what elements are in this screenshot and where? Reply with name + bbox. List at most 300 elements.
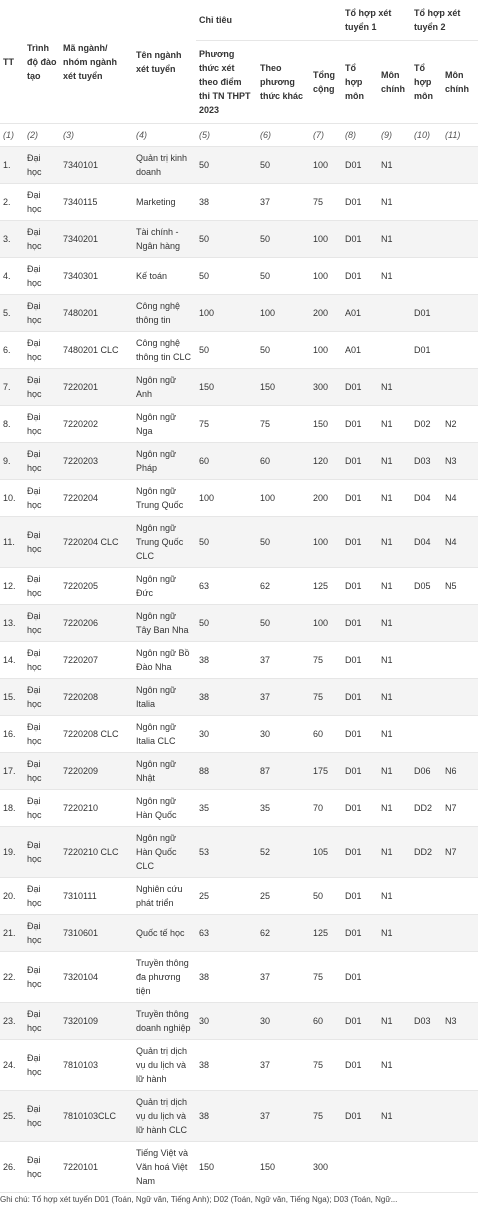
cell-tt: 26.: [0, 1142, 24, 1193]
table-row: [0, 642, 478, 679]
cell-khac: 60: [257, 443, 310, 480]
cell-to-hop-1: D01: [342, 1091, 378, 1142]
cell-trinh-do: Đại học: [24, 753, 60, 790]
cell-khac: 25: [257, 878, 310, 915]
cell-tt: 8.: [0, 406, 24, 443]
cell-to-hop-2: D03: [411, 1003, 442, 1040]
cell-mon-chinh-1: N1: [378, 1003, 411, 1040]
cell-khac: 30: [257, 716, 310, 753]
cell-thpt: 150: [196, 1142, 257, 1193]
cell-tt: 20.: [0, 878, 24, 915]
cell-trinh-do: Đại học: [24, 679, 60, 716]
cell-trinh-do: Đại học: [24, 332, 60, 369]
cell-mon-chinh-1: N1: [378, 517, 411, 568]
column-index-row: [0, 124, 478, 147]
cell-to-hop-1: D01: [342, 1003, 378, 1040]
cell-ma-nganh: 7220210 CLC: [60, 827, 133, 878]
table-row: [0, 258, 478, 295]
cell-thpt: 50: [196, 258, 257, 295]
cell-mon-chinh-2: N3: [442, 1003, 478, 1040]
cell-ma-nganh: 7220209: [60, 753, 133, 790]
cell-khac: 50: [257, 258, 310, 295]
cell-tt: 2.: [0, 184, 24, 221]
cell-ten-nganh: Ngôn ngữ Pháp: [133, 443, 196, 480]
cell-mon-chinh-2: [442, 369, 478, 406]
cell-ma-nganh: 7220210: [60, 790, 133, 827]
cell-khac: 37: [257, 184, 310, 221]
header-to-hop-2: Tổ hợp xét tuyển 2: [411, 0, 478, 41]
cell-tt: 19.: [0, 827, 24, 878]
cell-tong: 60: [310, 1003, 342, 1040]
cell-ten-nganh: Ngôn ngữ Hàn Quốc CLC: [133, 827, 196, 878]
cell-ma-nganh: 7340115: [60, 184, 133, 221]
cell-tong: 300: [310, 369, 342, 406]
cell-tong: 100: [310, 517, 342, 568]
cell-tt: 3.: [0, 221, 24, 258]
cell-mon-chinh-1: N1: [378, 369, 411, 406]
cell-to-hop-1: D01: [342, 221, 378, 258]
cell-to-hop-2: [411, 1091, 442, 1142]
cell-mon-chinh-2: N4: [442, 517, 478, 568]
cell-to-hop-1: D01: [342, 915, 378, 952]
cell-ma-nganh: 7220207: [60, 642, 133, 679]
cell-trinh-do: Đại học: [24, 1040, 60, 1091]
cell-khac: 150: [257, 369, 310, 406]
cell-ten-nganh: Ngôn ngữ Anh: [133, 369, 196, 406]
header-to-hop-mon-1: Tổ hợp môn: [342, 41, 378, 124]
cell-mon-chinh-1: N1: [378, 568, 411, 605]
cell-mon-chinh-2: N2: [442, 406, 478, 443]
cell-to-hop-2: D01: [411, 332, 442, 369]
cell-mon-chinh-2: [442, 221, 478, 258]
cell-to-hop-1: D01: [342, 642, 378, 679]
cell-ma-nganh: 7340201: [60, 221, 133, 258]
cell-khac: 52: [257, 827, 310, 878]
cell-khac: 50: [257, 147, 310, 184]
cell-mon-chinh-2: N7: [442, 790, 478, 827]
cell-khac: 37: [257, 1040, 310, 1091]
cell-tt: 11.: [0, 517, 24, 568]
index-cell: (5): [196, 124, 257, 147]
cell-mon-chinh-1: N1: [378, 1040, 411, 1091]
table-row: [0, 517, 478, 568]
cell-mon-chinh-1: N1: [378, 147, 411, 184]
cell-trinh-do: Đại học: [24, 517, 60, 568]
cell-trinh-do: Đại học: [24, 605, 60, 642]
cell-ten-nganh: Nghiên cứu phát triển: [133, 878, 196, 915]
cell-khac: 75: [257, 406, 310, 443]
cell-khac: 150: [257, 1142, 310, 1193]
cell-trinh-do: Đại học: [24, 406, 60, 443]
header-khac: Theo phương thức khác: [257, 41, 310, 124]
cell-trinh-do: Đại học: [24, 147, 60, 184]
cell-khac: 50: [257, 221, 310, 258]
cell-thpt: 75: [196, 406, 257, 443]
cell-trinh-do: Đại học: [24, 221, 60, 258]
cell-to-hop-2: D05: [411, 568, 442, 605]
cell-ma-nganh: 7220205: [60, 568, 133, 605]
cell-mon-chinh-1: [378, 295, 411, 332]
table-row: [0, 1003, 478, 1040]
cell-mon-chinh-1: N1: [378, 1091, 411, 1142]
cell-khac: 35: [257, 790, 310, 827]
cell-ten-nganh: Quản trị kinh doanh: [133, 147, 196, 184]
header-thpt: Phương thức xét theo điểm thi TN THPT 2023: [196, 41, 257, 124]
table-row: [0, 221, 478, 258]
cell-ten-nganh: Ngôn ngữ Tây Ban Nha: [133, 605, 196, 642]
cell-tt: 4.: [0, 258, 24, 295]
header-row-1: [0, 0, 478, 41]
cell-tong: 75: [310, 184, 342, 221]
cell-ma-nganh: 7220206: [60, 605, 133, 642]
index-cell: (1): [0, 124, 24, 147]
cell-to-hop-2: [411, 1040, 442, 1091]
cell-tt: 23.: [0, 1003, 24, 1040]
cell-tong: 100: [310, 147, 342, 184]
cell-tt: 9.: [0, 443, 24, 480]
cell-trinh-do: Đại học: [24, 1003, 60, 1040]
cell-mon-chinh-2: N4: [442, 480, 478, 517]
cell-ten-nganh: Truyền thông đa phương tiện: [133, 952, 196, 1003]
cell-to-hop-1: D01: [342, 878, 378, 915]
cell-khac: 30: [257, 1003, 310, 1040]
cell-thpt: 50: [196, 605, 257, 642]
cell-mon-chinh-1: N1: [378, 716, 411, 753]
cell-mon-chinh-2: [442, 952, 478, 1003]
cell-tt: 15.: [0, 679, 24, 716]
cell-to-hop-2: [411, 184, 442, 221]
cell-to-hop-2: D03: [411, 443, 442, 480]
header-trinh-do: Trình độ đào tạo: [24, 0, 60, 124]
cell-thpt: 150: [196, 369, 257, 406]
table-row: [0, 827, 478, 878]
cell-ten-nganh: Kế toán: [133, 258, 196, 295]
cell-mon-chinh-1: [378, 1142, 411, 1193]
header-to-hop-mon-2: Tổ hợp môn: [411, 41, 442, 124]
index-cell: (11): [442, 124, 478, 147]
cell-ten-nganh: Quản trị dịch vụ du lịch và lữ hành CLC: [133, 1091, 196, 1142]
table-row: [0, 1142, 478, 1193]
cell-mon-chinh-2: [442, 1040, 478, 1091]
cell-ma-nganh: 7310601: [60, 915, 133, 952]
cell-mon-chinh-2: N3: [442, 443, 478, 480]
cell-mon-chinh-2: [442, 716, 478, 753]
cell-to-hop-2: DD2: [411, 827, 442, 878]
header-mon-chinh-1: Môn chính: [378, 41, 411, 124]
table-row: [0, 753, 478, 790]
cell-ma-nganh: 7480201 CLC: [60, 332, 133, 369]
cell-to-hop-1: [342, 1142, 378, 1193]
cell-to-hop-2: D06: [411, 753, 442, 790]
cell-khac: 62: [257, 915, 310, 952]
header-ma-nganh: Mã ngành/ nhóm ngành xét tuyển: [60, 0, 133, 124]
cell-thpt: 38: [196, 642, 257, 679]
table-row: [0, 790, 478, 827]
cell-ma-nganh: 7220202: [60, 406, 133, 443]
cell-to-hop-1: A01: [342, 295, 378, 332]
table-row: [0, 878, 478, 915]
cell-mon-chinh-1: N1: [378, 406, 411, 443]
cell-thpt: 38: [196, 1091, 257, 1142]
cell-to-hop-1: D01: [342, 568, 378, 605]
cell-tt: 10.: [0, 480, 24, 517]
cell-mon-chinh-2: [442, 147, 478, 184]
cell-tong: 100: [310, 221, 342, 258]
index-cell: (3): [60, 124, 133, 147]
cell-thpt: 38: [196, 679, 257, 716]
cell-to-hop-1: D01: [342, 790, 378, 827]
cell-trinh-do: Đại học: [24, 295, 60, 332]
cell-ten-nganh: Ngôn ngữ Nhật: [133, 753, 196, 790]
cell-ma-nganh: 7810103: [60, 1040, 133, 1091]
cell-ten-nganh: Tài chính - Ngân hàng: [133, 221, 196, 258]
cell-ten-nganh: Tiếng Việt và Văn hoá Việt Nam: [133, 1142, 196, 1193]
cell-to-hop-1: D01: [342, 258, 378, 295]
cell-tong: 125: [310, 915, 342, 952]
cell-mon-chinh-2: [442, 878, 478, 915]
cell-khac: 100: [257, 295, 310, 332]
index-cell: (4): [133, 124, 196, 147]
cell-trinh-do: Đại học: [24, 642, 60, 679]
table-row: [0, 406, 478, 443]
table-row: [0, 332, 478, 369]
cell-to-hop-1: D01: [342, 605, 378, 642]
cell-khac: 37: [257, 642, 310, 679]
cell-trinh-do: Đại học: [24, 443, 60, 480]
cell-thpt: 63: [196, 568, 257, 605]
cell-trinh-do: Đại học: [24, 1091, 60, 1142]
cell-ten-nganh: Công nghệ thông tin CLC: [133, 332, 196, 369]
cell-tong: 75: [310, 679, 342, 716]
cell-ten-nganh: Ngôn ngữ Trung Quốc: [133, 480, 196, 517]
cell-to-hop-1: D01: [342, 517, 378, 568]
cell-thpt: 50: [196, 221, 257, 258]
cell-to-hop-1: D01: [342, 147, 378, 184]
cell-thpt: 53: [196, 827, 257, 878]
cell-tt: 6.: [0, 332, 24, 369]
cell-ma-nganh: 7310111: [60, 878, 133, 915]
cell-to-hop-2: [411, 221, 442, 258]
cell-ma-nganh: 7340301: [60, 258, 133, 295]
cell-to-hop-1: D01: [342, 716, 378, 753]
cell-mon-chinh-2: [442, 295, 478, 332]
header-to-hop-1: Tổ hợp xét tuyển 1: [342, 0, 411, 41]
cell-mon-chinh-1: N1: [378, 605, 411, 642]
cell-thpt: 50: [196, 332, 257, 369]
cell-mon-chinh-2: N5: [442, 568, 478, 605]
cell-to-hop-2: [411, 147, 442, 184]
cell-mon-chinh-1: N1: [378, 753, 411, 790]
cell-khac: 37: [257, 952, 310, 1003]
table-row: [0, 369, 478, 406]
cell-ten-nganh: Marketing: [133, 184, 196, 221]
cell-mon-chinh-2: [442, 258, 478, 295]
cell-ten-nganh: Quản trị dịch vụ du lịch và lữ hành: [133, 1040, 196, 1091]
index-cell: (7): [310, 124, 342, 147]
cell-tong: 100: [310, 332, 342, 369]
cell-mon-chinh-1: N1: [378, 642, 411, 679]
footnote: Ghi chú: Tổ hợp xét tuyển D01 (Toán, Ngữ văn, Tiếng Anh); D02 (Toán, Ngữ văn, Tiếng Nga); D03 (Toán, Ngữ...: [0, 1195, 398, 1204]
cell-tt: 21.: [0, 915, 24, 952]
cell-thpt: 38: [196, 952, 257, 1003]
cell-tong: 70: [310, 790, 342, 827]
cell-tong: 105: [310, 827, 342, 878]
cell-trinh-do: Đại học: [24, 790, 60, 827]
cell-trinh-do: Đại học: [24, 878, 60, 915]
cell-to-hop-2: [411, 679, 442, 716]
cell-tt: 13.: [0, 605, 24, 642]
cell-tong: 50: [310, 878, 342, 915]
cell-khac: 50: [257, 517, 310, 568]
cell-thpt: 100: [196, 295, 257, 332]
cell-ma-nganh: 7480201: [60, 295, 133, 332]
cell-to-hop-2: [411, 878, 442, 915]
cell-tong: 175: [310, 753, 342, 790]
index-cell: (8): [342, 124, 378, 147]
cell-tt: 22.: [0, 952, 24, 1003]
cell-thpt: 25: [196, 878, 257, 915]
cell-mon-chinh-1: N1: [378, 221, 411, 258]
cell-trinh-do: Đại học: [24, 184, 60, 221]
table-row: [0, 147, 478, 184]
cell-ma-nganh: 7220208 CLC: [60, 716, 133, 753]
cell-tong: 300: [310, 1142, 342, 1193]
cell-ten-nganh: Ngôn ngữ Nga: [133, 406, 196, 443]
index-cell: (9): [378, 124, 411, 147]
cell-tt: 7.: [0, 369, 24, 406]
cell-to-hop-2: [411, 605, 442, 642]
cell-thpt: 50: [196, 147, 257, 184]
cell-to-hop-1: D01: [342, 369, 378, 406]
cell-to-hop-2: DD2: [411, 790, 442, 827]
cell-mon-chinh-1: N1: [378, 827, 411, 878]
cell-to-hop-1: D01: [342, 406, 378, 443]
cell-ma-nganh: 7340101: [60, 147, 133, 184]
cell-ten-nganh: Ngôn ngữ Trung Quốc CLC: [133, 517, 196, 568]
cell-thpt: 88: [196, 753, 257, 790]
cell-trinh-do: Đại học: [24, 1142, 60, 1193]
cell-to-hop-2: [411, 1142, 442, 1193]
cell-tt: 24.: [0, 1040, 24, 1091]
cell-thpt: 38: [196, 184, 257, 221]
cell-to-hop-2: [411, 258, 442, 295]
cell-tong: 75: [310, 1040, 342, 1091]
cell-ten-nganh: Ngôn ngữ Hàn Quốc: [133, 790, 196, 827]
cell-thpt: 100: [196, 480, 257, 517]
cell-tong: 75: [310, 952, 342, 1003]
cell-ma-nganh: 7220203: [60, 443, 133, 480]
cell-mon-chinh-2: [442, 605, 478, 642]
cell-tong: 60: [310, 716, 342, 753]
cell-trinh-do: Đại học: [24, 915, 60, 952]
cell-thpt: 60: [196, 443, 257, 480]
cell-tt: 25.: [0, 1091, 24, 1142]
cell-tt: 1.: [0, 147, 24, 184]
cell-to-hop-2: D04: [411, 517, 442, 568]
cell-to-hop-2: [411, 716, 442, 753]
cell-tong: 150: [310, 406, 342, 443]
cell-trinh-do: Đại học: [24, 952, 60, 1003]
cell-ma-nganh: 7220201: [60, 369, 133, 406]
cell-thpt: 50: [196, 517, 257, 568]
cell-to-hop-1: D01: [342, 480, 378, 517]
cell-to-hop-2: D04: [411, 480, 442, 517]
cell-ma-nganh: 7810103CLC: [60, 1091, 133, 1142]
cell-ma-nganh: 7220204: [60, 480, 133, 517]
cell-mon-chinh-1: N1: [378, 679, 411, 716]
cell-tong: 120: [310, 443, 342, 480]
cell-to-hop-1: D01: [342, 443, 378, 480]
cell-thpt: 63: [196, 915, 257, 952]
cell-to-hop-1: D01: [342, 184, 378, 221]
cell-mon-chinh-2: [442, 332, 478, 369]
cell-trinh-do: Đại học: [24, 369, 60, 406]
index-cell: (2): [24, 124, 60, 147]
cell-to-hop-2: [411, 952, 442, 1003]
cell-tt: 12.: [0, 568, 24, 605]
cell-ten-nganh: Công nghệ thông tin: [133, 295, 196, 332]
cell-thpt: 30: [196, 716, 257, 753]
cell-ten-nganh: Ngôn ngữ Bồ Đào Nha: [133, 642, 196, 679]
cell-to-hop-2: D01: [411, 295, 442, 332]
cell-mon-chinh-2: [442, 642, 478, 679]
cell-mon-chinh-1: N1: [378, 790, 411, 827]
cell-tong: 200: [310, 480, 342, 517]
cell-khac: 37: [257, 1091, 310, 1142]
table-row: [0, 1091, 478, 1142]
cell-thpt: 35: [196, 790, 257, 827]
cell-tong: 100: [310, 258, 342, 295]
cell-to-hop-2: [411, 642, 442, 679]
cell-khac: 37: [257, 679, 310, 716]
table-row: [0, 716, 478, 753]
table-row: [0, 1040, 478, 1091]
cell-mon-chinh-2: N6: [442, 753, 478, 790]
cell-to-hop-2: D02: [411, 406, 442, 443]
header-tt: TT: [0, 0, 24, 124]
header-ten-nganh: Tên ngành xét tuyển: [133, 0, 196, 124]
cell-mon-chinh-2: [442, 1091, 478, 1142]
cell-tong: 125: [310, 568, 342, 605]
index-cell: (6): [257, 124, 310, 147]
cell-mon-chinh-1: N1: [378, 184, 411, 221]
table-row: [0, 480, 478, 517]
cell-to-hop-2: [411, 369, 442, 406]
cell-to-hop-2: [411, 915, 442, 952]
cell-tong: 75: [310, 1091, 342, 1142]
cell-ma-nganh: 7220101: [60, 1142, 133, 1193]
cell-to-hop-1: D01: [342, 753, 378, 790]
cell-ten-nganh: Truyền thông doanh nghiệp: [133, 1003, 196, 1040]
cell-ma-nganh: 7220204 CLC: [60, 517, 133, 568]
cell-mon-chinh-2: [442, 679, 478, 716]
table-row: [0, 443, 478, 480]
cell-mon-chinh-1: N1: [378, 443, 411, 480]
cell-to-hop-1: D01: [342, 679, 378, 716]
cell-mon-chinh-1: N1: [378, 878, 411, 915]
header-mon-chinh-2: Môn chính: [442, 41, 478, 124]
cell-thpt: 30: [196, 1003, 257, 1040]
cell-trinh-do: Đại học: [24, 716, 60, 753]
cell-trinh-do: Đại học: [24, 480, 60, 517]
cell-tt: 17.: [0, 753, 24, 790]
cell-khac: 50: [257, 332, 310, 369]
cell-ten-nganh: Ngôn ngữ Đức: [133, 568, 196, 605]
cell-mon-chinh-1: [378, 332, 411, 369]
cell-thpt: 38: [196, 1040, 257, 1091]
cell-ten-nganh: Ngôn ngữ Italia: [133, 679, 196, 716]
cell-ma-nganh: 7320109: [60, 1003, 133, 1040]
